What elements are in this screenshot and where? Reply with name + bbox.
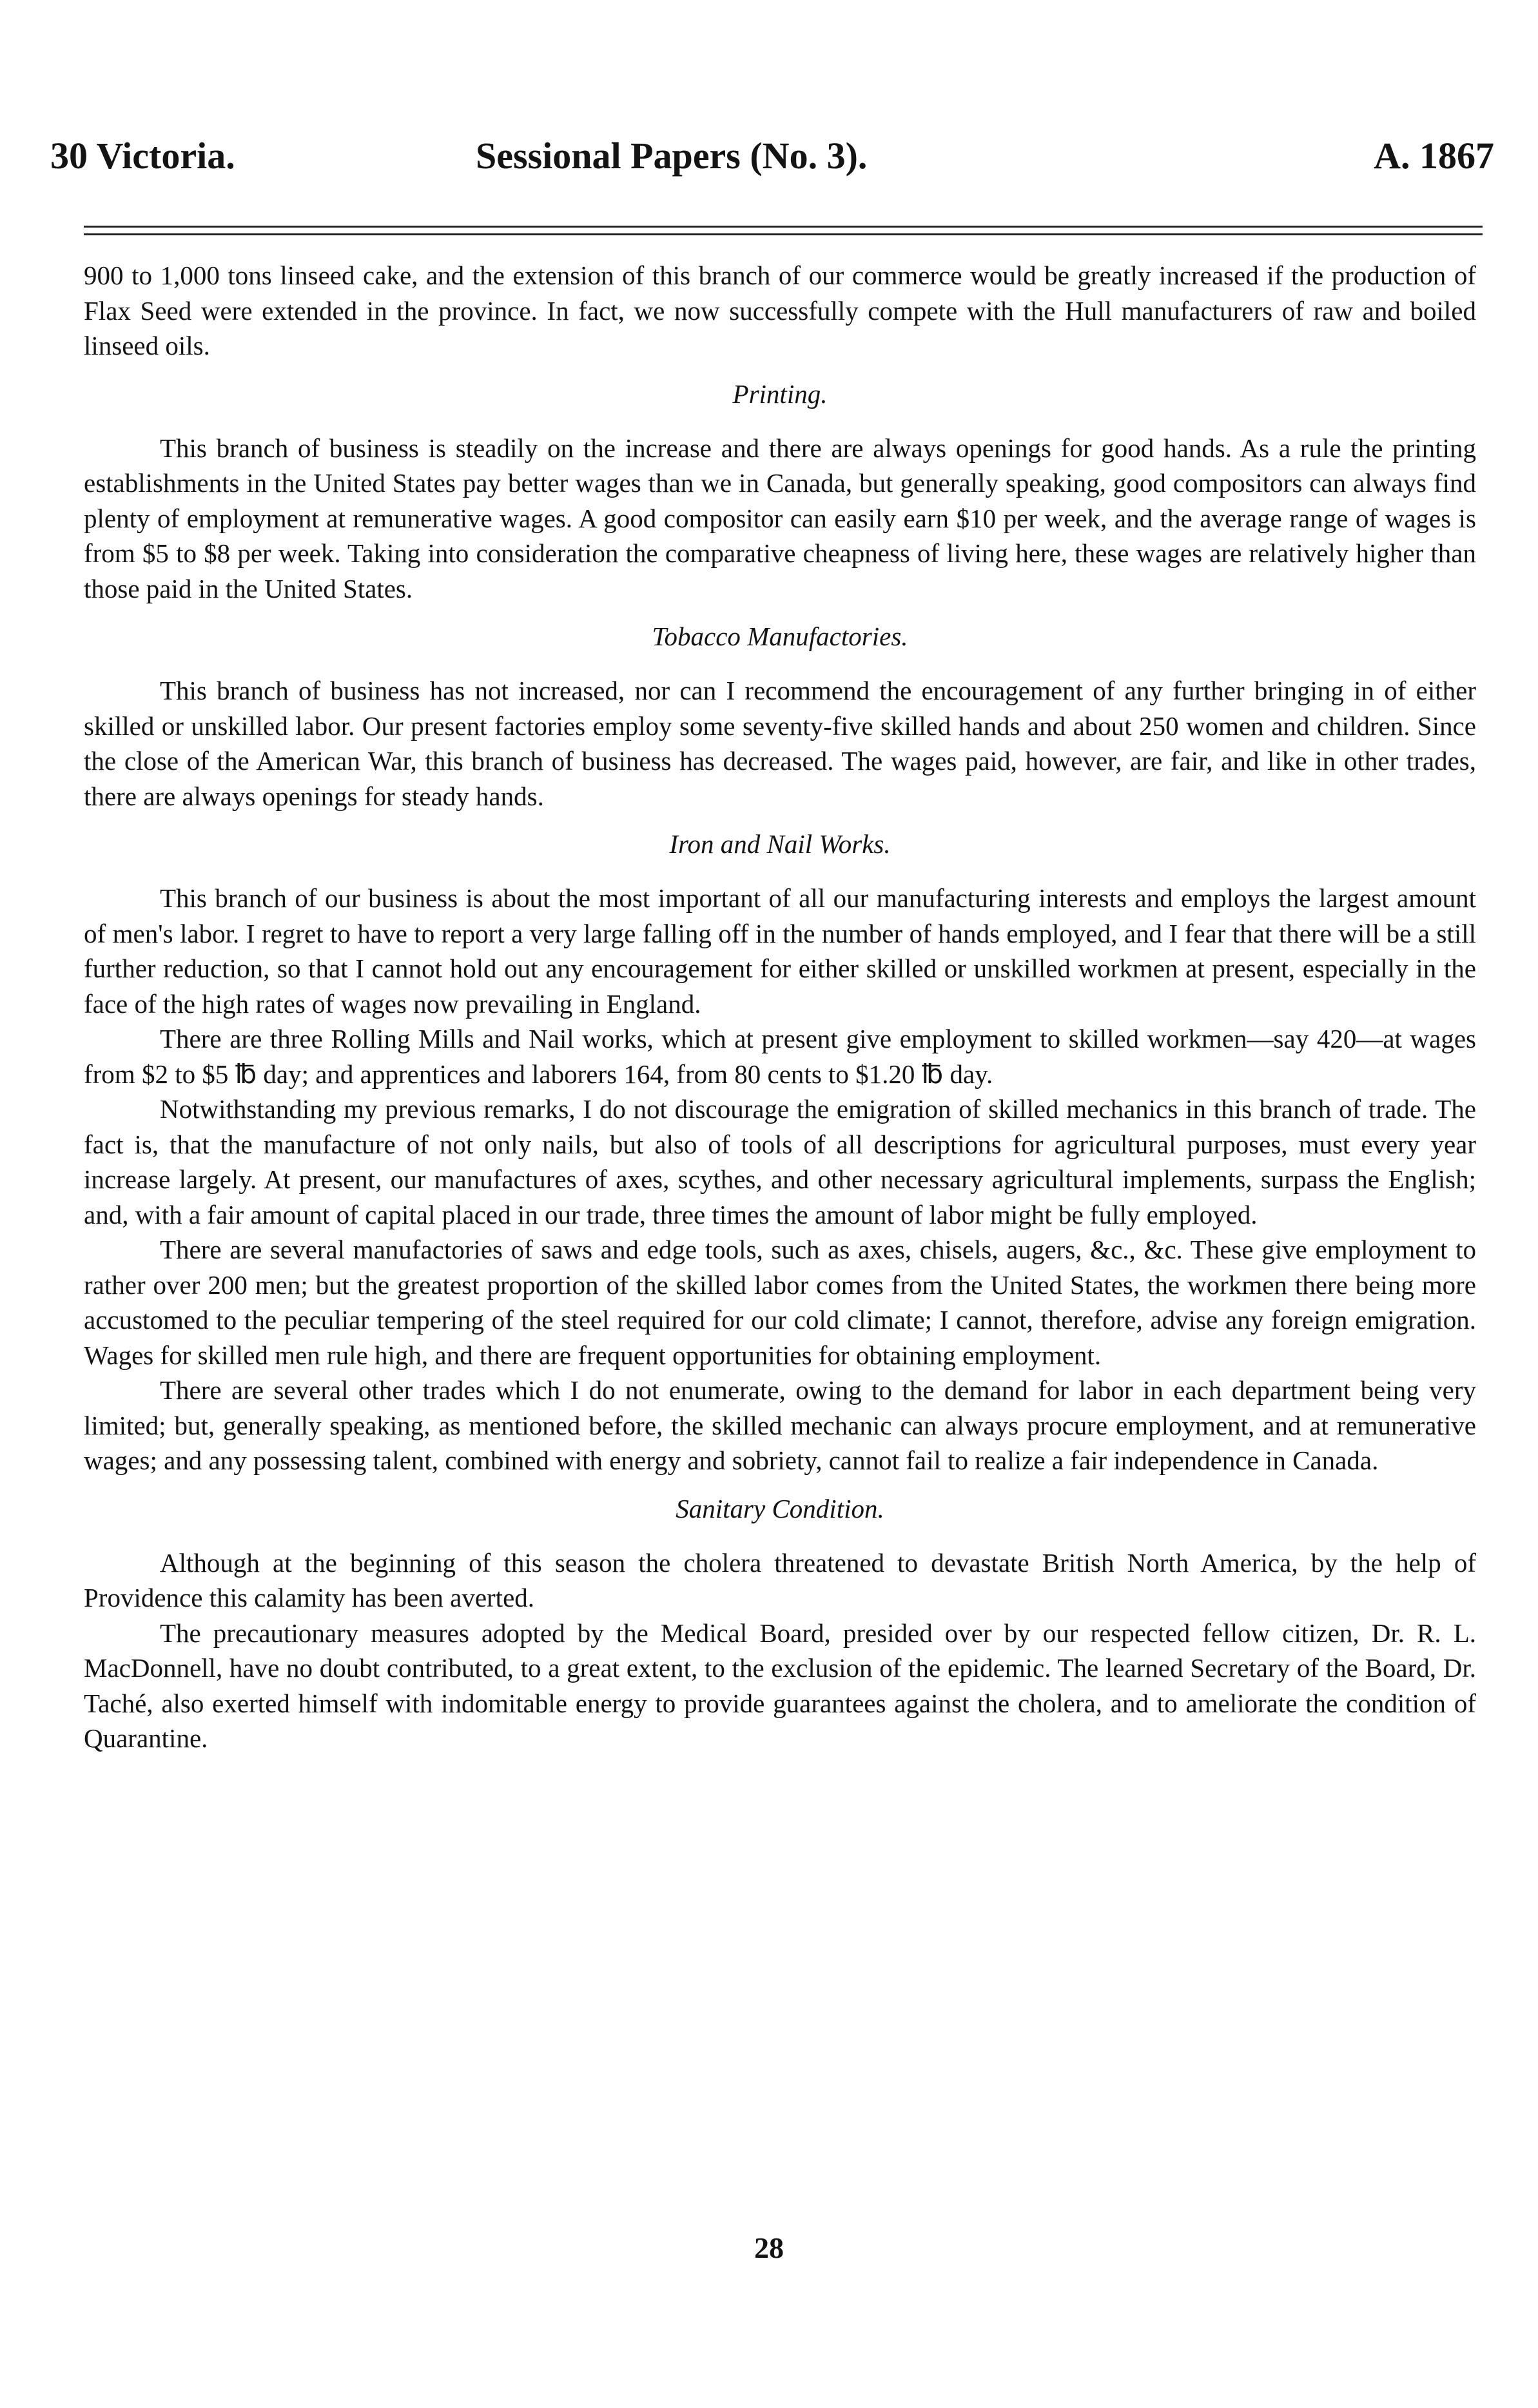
paragraph-sanitary-1: Although at the beginning of this season the cholera threatened to devastate British North America, by the help of Providence this calamity has been averted. [84,1547,1476,1612]
paragraph-iron-1: This branch of our business is about the most important of all our manufacturing interests and employs the largest amount of men's labor. I regret to have to report a very large falling off in the number of hands employed, and I fear that there will be a still further reduction, so that I cannot hold out any encouragement for either skilled or unskilled workmen at present, especially in the face of the high rates of wages now prevailing in England. [84,883,1476,1019]
running-header [50,134,1494,186]
paragraph-printing: This branch of business is steadily on the increase and there are always openings for good hands. As a rule the printing establishments in the United States pay better wages than we in Canada, but generally speaking, good compositors can always find plenty of employment at remunerative wages. A good compositor can easily earn $10 per week, and the average range of wages is from $5 to $8 per week. Taking into consideration the comparative cheapness of living here, these wages are relatively higher than those paid in the United States. [84,433,1476,603]
paragraph-linseed: 900 to 1,000 tons linseed cake, and the extension of this branch of our commerce would be greatly increased if the production of Flax Seed were extended in the province. In fact, we now successfully compete with the Hull manufacturers of raw and boiled linseed oils. [84,260,1476,360]
paragraph-sanitary-2: The precautionary measures adopted by the Medical Board, presided over by our respected fellow citizen, Dr. R. L. MacDonnell, have no doubt contributed, to a great extent, to the exclusion of the epidemic. The learned Secretary of the Board, Dr. Taché, also exerted himself with indomitable energy to provide guarantees against the cholera, and to ameliorate the condition of Quarantine. [84,1618,1476,1753]
header-center: Sessional Papers (No. 3). [476,135,868,177]
paragraph-tobacco: This branch of business has not increased, nor can I recommend the encouragement of any further bringing in of either skilled or unskilled labor. Our present factories employ some seventy-five skilled hands and about 250 women and children. Since the close of the American War, this branch of business has decreased. The wages paid, however, are fair, and like in other trades, there are always openings for steady hands. [84,676,1476,811]
body-text [84,258,1476,1756]
paragraph-iron-2: There are three Rolling Mills and Nail works, which at present give employment to skilled workmen—say 420—at wages from $2 to $5 ℔ day; and apprentices and laborers 164, from 80 cents to $1.20 ℔ day. [84,1024,1476,1089]
paragraph-iron-5: There are several other trades which I do not enumerate, owing to the demand for labor in each department being very limited; but, generally speaking, as mentioned before, the skilled mechanic can always procure employment, and at remunerative wages; and any possessing talent, combined with energy and sobriety, cannot fail to realize a fair independence in Canada. [84,1375,1476,1475]
header-right: A. 1867 [1374,135,1494,177]
heading-printing: Printing. [732,378,828,409]
paragraph-iron-3: Notwithstanding my previous remarks, I do not discourage the emigration of skilled mechanics in this branch of trade. The fact is, that the manufacture of not only nails, but also of tools of all descriptions for agricultural purposes, must every year increase largely. At present, our manufactures of axes, scythes, and other necessary agricultural implements, surpass the English; and, with a fair amount of capital placed in our trade, three times the amount of labor might be fully employed. [84,1094,1476,1229]
header-rule-bottom [84,233,1483,235]
header-left: 30 Victoria. [50,135,235,177]
header-rule-top [84,226,1483,228]
paragraph-iron-4: There are several manufactories of saws and edge tools, such as axes, chisels, augers, &c., &c. These give employment to rather over 200 men; but the greatest proportion of the skilled labor comes from the United States, the workmen there being more accustomed to the peculiar tempering of the steel required for our cold climate; I cannot, therefore, advise any foreign emigration. Wages for skilled men rule high, and there are frequent opportunities for obtaining employment. [84,1235,1476,1370]
page-number: 28 [754,2231,784,2264]
heading-tobacco: Tobacco Manufactories. [652,622,908,651]
heading-iron-nail: Iron and Nail Works. [669,829,891,859]
heading-sanitary: Sanitary Condition. [676,1493,884,1523]
